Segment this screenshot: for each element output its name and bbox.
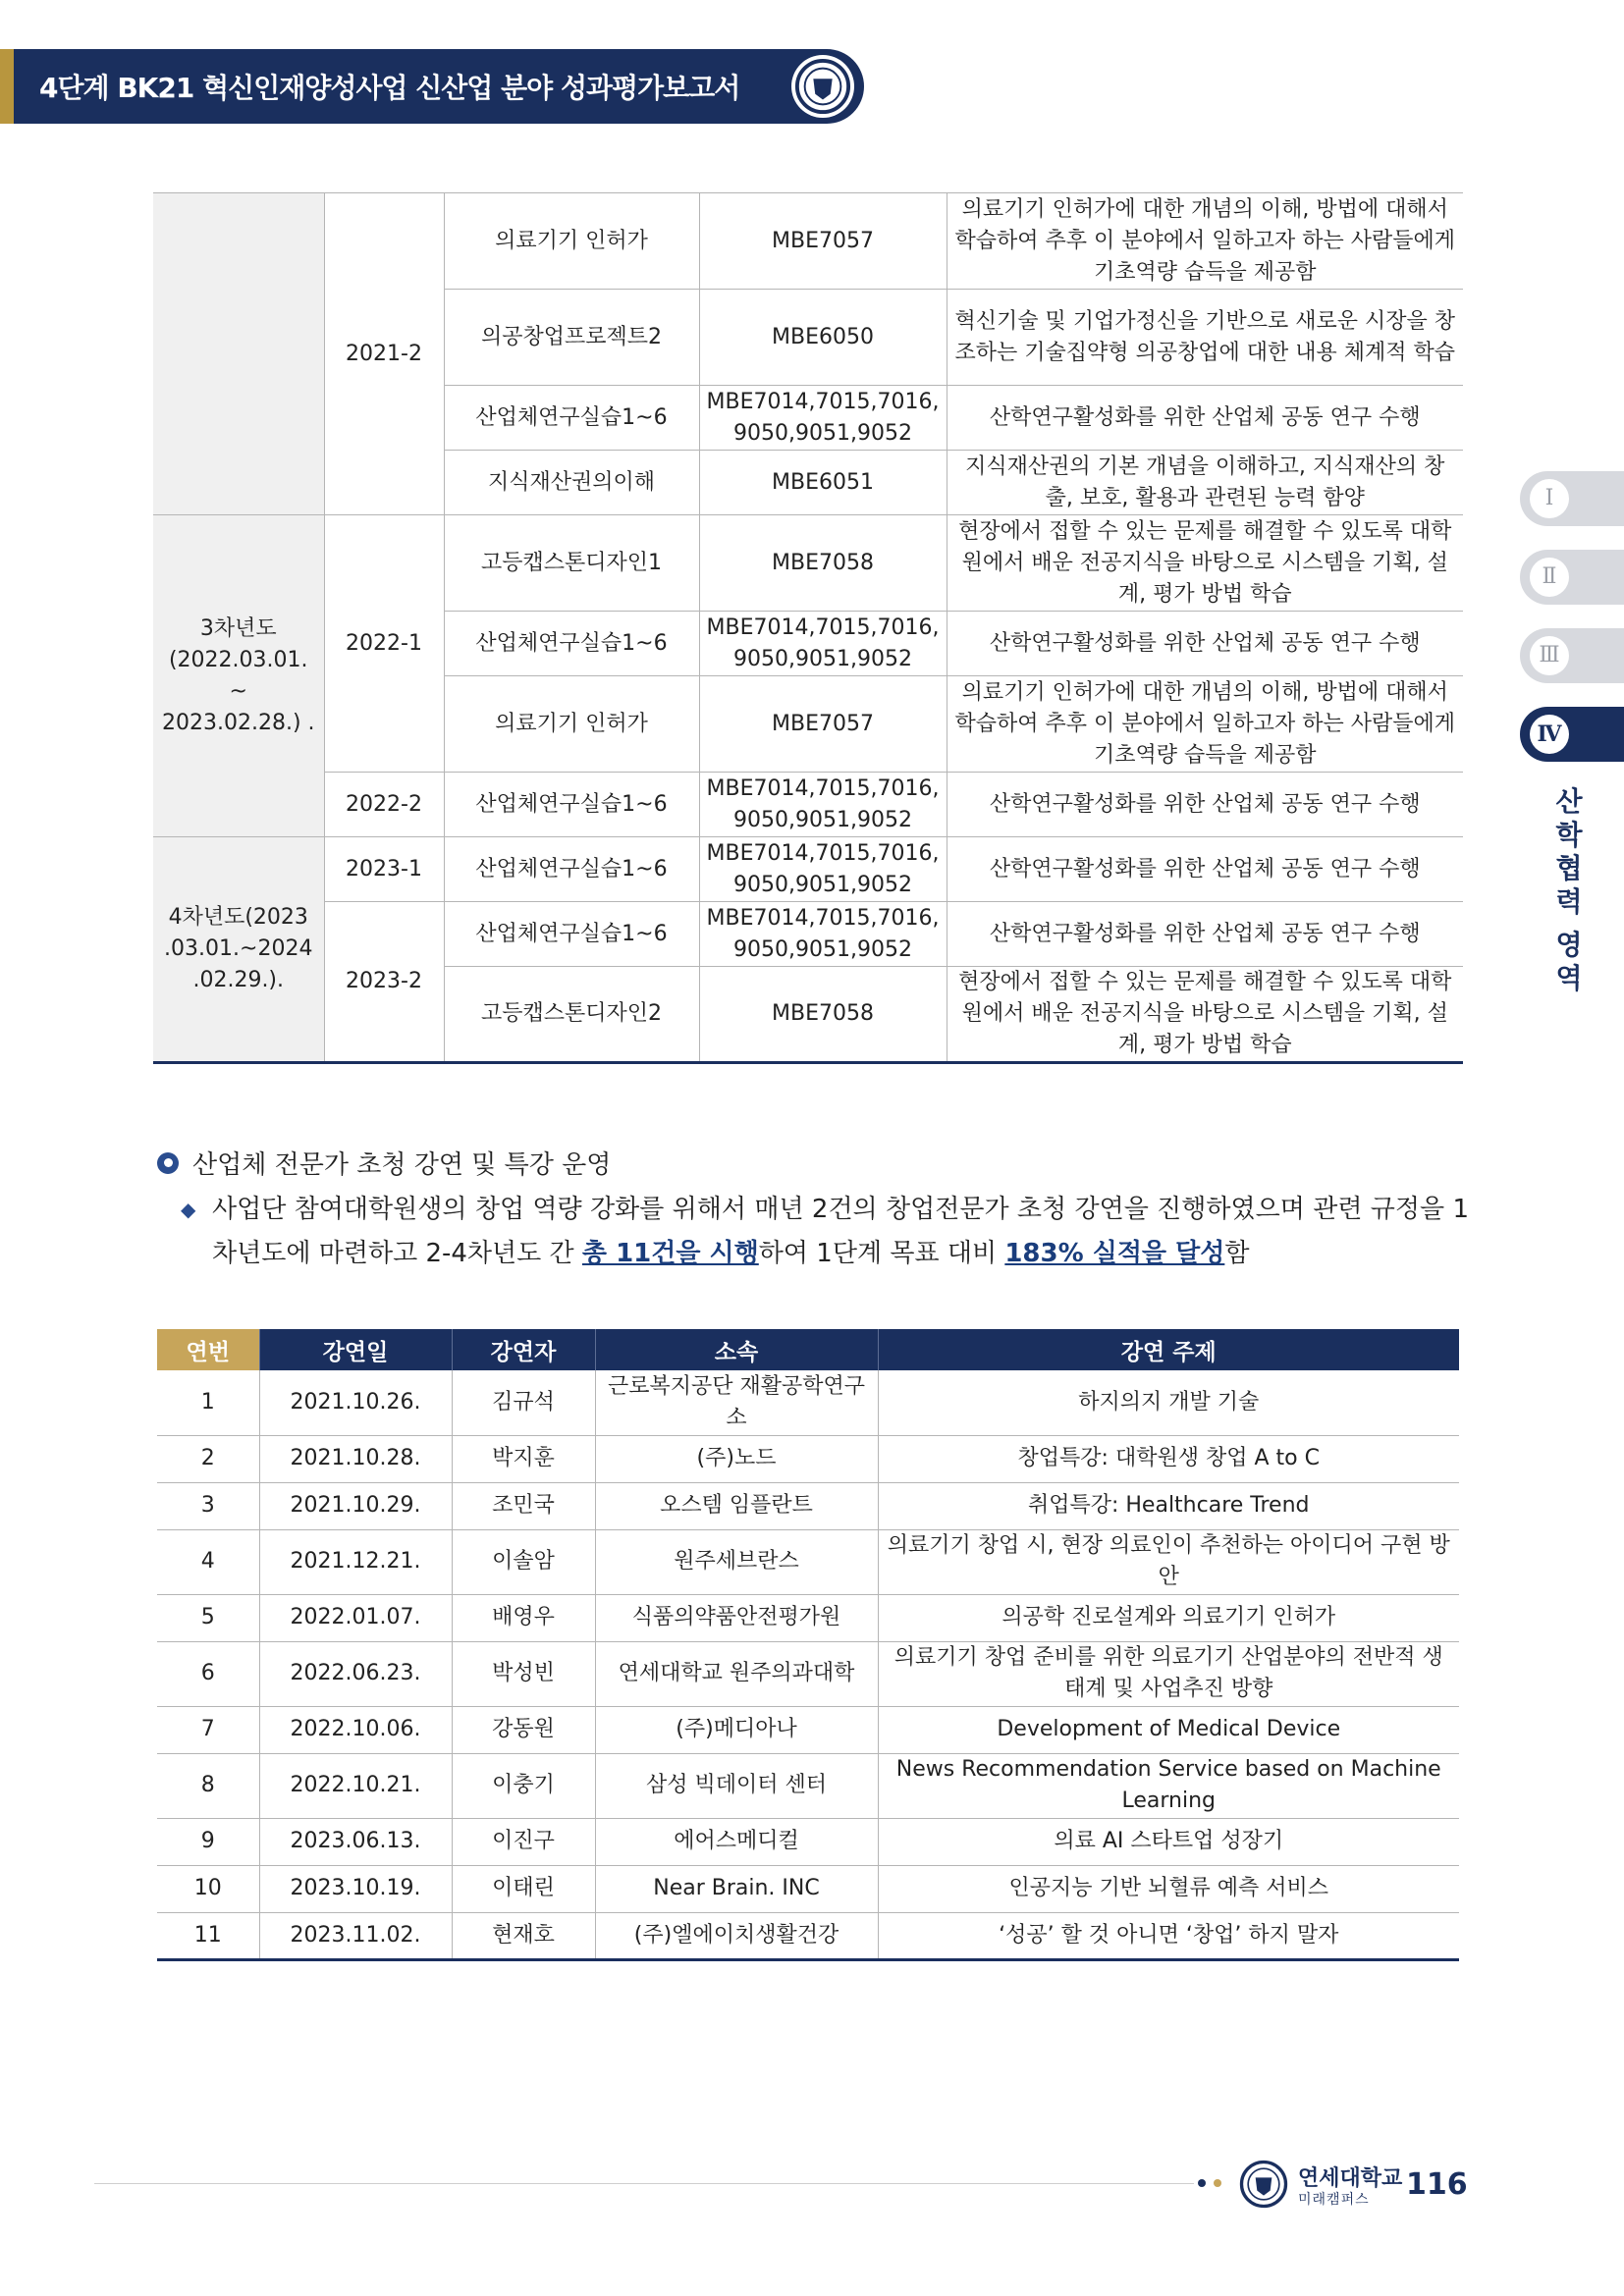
table-row [157, 1435, 1459, 1482]
lecture-org: 원주세브란스 [595, 1529, 878, 1594]
side-tab-1[interactable]: Ⅰ [1520, 471, 1624, 526]
course-name: 산업체연구실습1~6 [444, 386, 699, 451]
semester-cell: 2023-1 [324, 837, 444, 902]
footer-dot [1214, 2179, 1221, 2187]
lecture-topic: 의료기기 창업 시, 현장 의료인이 추천하는 아이디어 구현 방안 [878, 1529, 1459, 1594]
course-code: MBE7057 [699, 676, 947, 773]
highlight-achievement: 183% 실적을 달성 [1004, 1239, 1225, 1268]
lecture-date: 2022.01.07. [259, 1594, 452, 1641]
course-desc: 산학연구활성화를 위한 산업체 공동 연구 수행 [947, 773, 1463, 837]
header-accent [0, 49, 14, 124]
course-name: 고등캡스톤디자인2 [444, 967, 699, 1063]
course-desc: 산학연구활성화를 위한 산업체 공동 연구 수행 [947, 902, 1463, 967]
year-cell: 3차년도 (2022.03.01. ~ 2023.02.28.) . [153, 515, 324, 837]
lecture-no: 7 [157, 1706, 259, 1753]
course-name: 의료기기 인허가 [444, 676, 699, 773]
side-section-label: 산 학 협 력 영 역 [1555, 785, 1583, 994]
lecture-no: 2 [157, 1435, 259, 1482]
footer-dot [1198, 2179, 1206, 2187]
lecture-date: 2022.10.21. [259, 1753, 452, 1818]
lecture-topic: 인공지능 기반 뇌혈류 예측 서비스 [878, 1865, 1459, 1912]
table-row [157, 1706, 1459, 1753]
footer-campus: 미래캠퍼스 [1298, 2192, 1370, 2208]
lecture-org: Near Brain. INC [595, 1865, 878, 1912]
lecture-date: 2021.10.29. [259, 1482, 452, 1529]
course-name: 산업체연구실습1~6 [444, 612, 699, 676]
semester-cell: 2023-2 [324, 902, 444, 1063]
course-table [153, 192, 1463, 1064]
course-code: MBE7058 [699, 967, 947, 1063]
lecture-org: 근로복지공단 재활공학연구소 [595, 1370, 878, 1435]
side-tab-2[interactable]: Ⅱ [1520, 550, 1624, 605]
university-emblem-icon [791, 55, 854, 118]
lecture-org: (주)엘에이치생활건강 [595, 1912, 878, 1959]
course-code: MBE6050 [699, 290, 947, 386]
lecture-topic: 창업특강: 대학원생 창업 A to C [878, 1435, 1459, 1482]
lecture-topic: 취업특강: Healthcare Trend [878, 1482, 1459, 1529]
lecture-date: 2023.10.19. [259, 1865, 452, 1912]
table-row [157, 1482, 1459, 1529]
lecture-date: 2021.10.26. [259, 1370, 452, 1435]
course-code: MBE7014,7015,7016, 9050,9051,9052 [699, 386, 947, 451]
page-number: 116 [1406, 2167, 1468, 2202]
lecture-speaker: 이진구 [452, 1818, 595, 1865]
diamond-bullet-icon: ◆ [181, 1198, 196, 1221]
footer-university: 연세대학교 [1298, 2166, 1403, 2191]
table-row [153, 837, 1463, 902]
lecture-speaker: 이태린 [452, 1865, 595, 1912]
course-code: MBE7057 [699, 193, 947, 290]
lecture-speaker: 강동원 [452, 1706, 595, 1753]
table-row [157, 1594, 1459, 1641]
table-row [153, 902, 1463, 967]
semester-cell: 2022-1 [324, 515, 444, 773]
course-name: 의공창업프로젝트2 [444, 290, 699, 386]
side-tab-4[interactable]: Ⅳ [1520, 707, 1624, 762]
table-row [157, 1370, 1459, 1435]
lecture-date: 2022.06.23. [259, 1641, 452, 1706]
lecture-org: 에어스메디컬 [595, 1818, 878, 1865]
table-row [157, 1753, 1459, 1818]
lecture-date: 2021.10.28. [259, 1435, 452, 1482]
section-heading-text: 산업체 전문가 초청 강연 및 특강 운영 [192, 1150, 612, 1180]
lecture-date: 2021.12.21. [259, 1529, 452, 1594]
footer-emblem-icon [1239, 2160, 1288, 2209]
course-name: 산업체연구실습1~6 [444, 837, 699, 902]
highlight-count: 총 11건을 시행 [581, 1239, 759, 1268]
lecture-topic: 의료 AI 스타트업 성장기 [878, 1818, 1459, 1865]
year-cell: 4차년도(2023 .03.01.~2024 .02.29.). [153, 837, 324, 1063]
lecture-org: 연세대학교 원주의과대학 [595, 1641, 878, 1706]
header-org: 소속 [595, 1329, 878, 1370]
lecture-speaker: 현재호 [452, 1912, 595, 1959]
course-desc: 혁신기술 및 기업가정신을 기반으로 새로운 시장을 창조하는 기술집약형 의공창업에 대한 내용 체계적 학습 [947, 290, 1463, 386]
lecture-org: 오스템 임플란트 [595, 1482, 878, 1529]
table-row [157, 1818, 1459, 1865]
course-desc: 의료기기 인허가에 대한 개념의 이해, 방법에 대해서 학습하여 추후 이 분야에서 일하고자 하는 사람들에게 기초역량 습득을 제공함 [947, 193, 1463, 290]
table-row [153, 193, 1463, 290]
lecture-table [157, 1329, 1459, 1961]
lecture-no: 4 [157, 1529, 259, 1594]
course-code: MBE7014,7015,7016, 9050,9051,9052 [699, 773, 947, 837]
lecture-org: (주)메디아나 [595, 1706, 878, 1753]
course-desc: 산학연구활성화를 위한 산업체 공동 연구 수행 [947, 837, 1463, 902]
table-row [153, 515, 1463, 612]
table-row [157, 1912, 1459, 1959]
lecture-org: 삼성 빅데이터 센터 [595, 1753, 878, 1818]
table-row [157, 1529, 1459, 1594]
lecture-no: 10 [157, 1865, 259, 1912]
course-name: 지식재산권의이해 [444, 451, 699, 515]
bullet-text: 사업단 참여대학원생의 창업 역량 강화를 위해서 매년 2건의 창업전문가 초청 강연을 진행하였으며 관련 규정을 1차년도에 마련하고 2-4차년도 간 총 11건을 시행하여 1단계 목표 대비 183% 실적을 달성함 [212, 1195, 1469, 1268]
lecture-date: 2023.06.13. [259, 1818, 452, 1865]
course-desc: 현장에서 접할 수 있는 문제를 해결할 수 있도록 대학원에서 배운 전공지식을 바탕으로 시스템을 기획, 설계, 평가 방법 학습 [947, 515, 1463, 612]
lecture-topic: 의공학 진로설계와 의료기기 인허가 [878, 1594, 1459, 1641]
section-heading [157, 1145, 611, 1181]
course-code: MBE6051 [699, 451, 947, 515]
course-name: 고등캡스톤디자인1 [444, 515, 699, 612]
semester-cell: 2021-2 [324, 193, 444, 515]
course-name: 산업체연구실습1~6 [444, 773, 699, 837]
header-no: 연번 [157, 1329, 259, 1370]
lecture-no: 9 [157, 1818, 259, 1865]
lecture-speaker: 박성빈 [452, 1641, 595, 1706]
course-name: 의료기기 인허가 [444, 193, 699, 290]
lecture-topic: 의료기기 창업 준비를 위한 의료기기 산업분야의 전반적 생태계 및 사업추진 방향 [878, 1641, 1459, 1706]
table-row [157, 1641, 1459, 1706]
lecture-no: 3 [157, 1482, 259, 1529]
lecture-date: 2022.10.06. [259, 1706, 452, 1753]
header-topic: 강연 주제 [878, 1329, 1459, 1370]
lecture-no: 8 [157, 1753, 259, 1818]
lecture-topic: ‘성공’ 할 것 아니면 ‘창업’ 하지 말자 [878, 1912, 1459, 1959]
course-desc: 의료기기 인허가에 대한 개념의 이해, 방법에 대해서 학습하여 추후 이 분야에서 일하고자 하는 사람들에게 기초역량 습득을 제공함 [947, 676, 1463, 773]
table-header-row [157, 1329, 1459, 1370]
lecture-speaker: 이솔암 [452, 1529, 595, 1594]
lecture-org: 식품의약품안전평가원 [595, 1594, 878, 1641]
course-desc: 산학연구활성화를 위한 산업체 공동 연구 수행 [947, 612, 1463, 676]
semester-cell: 2022-2 [324, 773, 444, 837]
course-code: MBE7058 [699, 515, 947, 612]
section-bullet [181, 1188, 1469, 1276]
course-code: MBE7014,7015,7016, 9050,9051,9052 [699, 837, 947, 902]
lecture-org: (주)노드 [595, 1435, 878, 1482]
bullet-circle-icon [157, 1152, 179, 1174]
lecture-speaker: 배영우 [452, 1594, 595, 1641]
lecture-topic: 하지의지 개발 기술 [878, 1370, 1459, 1435]
page-title: 4단계 BK21 혁신인재양성사업 신산업 분야 성과평가보고서 [39, 72, 740, 104]
course-code: MBE7014,7015,7016, 9050,9051,9052 [699, 612, 947, 676]
lecture-speaker: 박지훈 [452, 1435, 595, 1482]
lecture-no: 1 [157, 1370, 259, 1435]
course-desc: 산학연구활성화를 위한 산업체 공동 연구 수행 [947, 386, 1463, 451]
table-row [157, 1865, 1459, 1912]
lecture-topic: News Recommendation Service based on Machine Learning [878, 1753, 1459, 1818]
lecture-no: 6 [157, 1641, 259, 1706]
year-cell [153, 193, 324, 515]
lecture-speaker: 조민국 [452, 1482, 595, 1529]
course-desc: 현장에서 접할 수 있는 문제를 해결할 수 있도록 대학원에서 배운 전공지식을 바탕으로 시스템을 기획, 설계, 평가 방법 학습 [947, 967, 1463, 1063]
course-name: 산업체연구실습1~6 [444, 902, 699, 967]
header-speaker: 강연자 [452, 1329, 595, 1370]
lecture-speaker: 김규석 [452, 1370, 595, 1435]
lecture-topic: Development of Medical Device [878, 1706, 1459, 1753]
header-date: 강연일 [259, 1329, 452, 1370]
course-desc: 지식재산권의 기본 개념을 이해하고, 지식재산의 창출, 보호, 활용과 관련된 능력 함양 [947, 451, 1463, 515]
course-code: MBE7014,7015,7016, 9050,9051,9052 [699, 902, 947, 967]
footer-rule [94, 2183, 1194, 2184]
lecture-no: 5 [157, 1594, 259, 1641]
table-row [153, 773, 1463, 837]
lecture-speaker: 이충기 [452, 1753, 595, 1818]
side-tab-3[interactable]: Ⅲ [1520, 628, 1624, 683]
lecture-no: 11 [157, 1912, 259, 1959]
lecture-date: 2023.11.02. [259, 1912, 452, 1959]
